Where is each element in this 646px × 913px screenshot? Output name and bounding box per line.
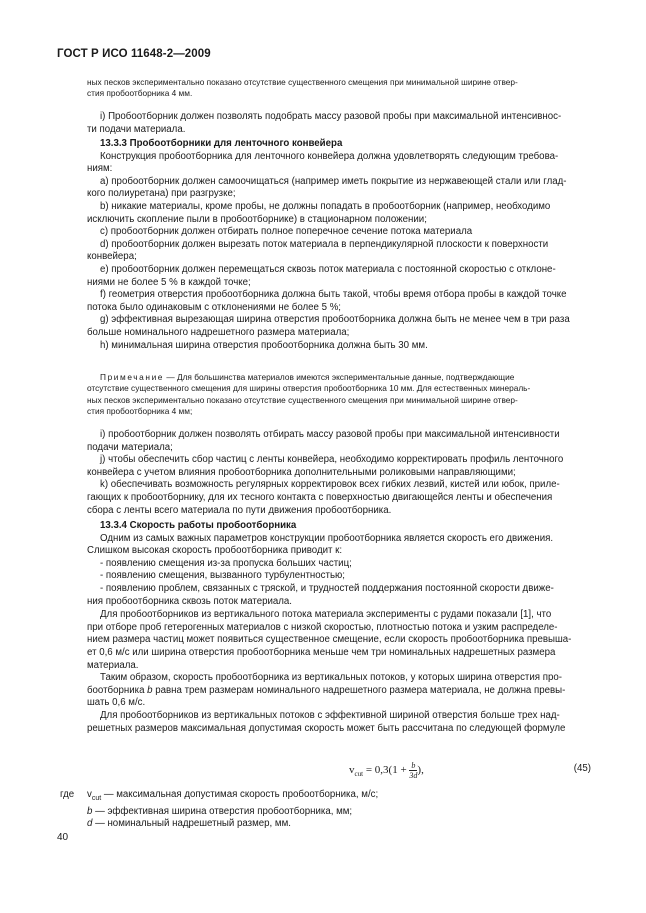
paragraph-line: решетных размеров максимальная допустимая скорость может быть рассчитана по следующей формуле <box>87 722 566 734</box>
formula-text: (1 + <box>388 764 410 777</box>
item-i-first <box>87 111 591 136</box>
list-item-cont: ниями не более 5 % в каждой точке; <box>87 276 251 288</box>
items-second <box>87 429 591 517</box>
fraction-denominator: 3d <box>409 771 418 780</box>
where-text: — эффективная ширина отверстия пробоотборника, мм; <box>92 805 353 817</box>
where-symbol: v <box>87 789 92 800</box>
list-item-cont: гающих к пробоотборнику, для их тесного контакта с поверхностью двигающейся ленты и обеспечения <box>87 491 553 503</box>
page-number: 40 <box>57 832 69 843</box>
paragraph-line: Одним из самых важных параметров конструкции пробоотборника является скорость его движения. <box>100 532 554 544</box>
list-item-cont: больше номинального надрешетного размера материала; <box>87 326 350 338</box>
text-span: равна трем размерам номинального надрешетного размера материала, не должна превы- <box>152 684 566 696</box>
text-span: боотборника <box>87 684 148 696</box>
list-item-cont: конвейера; <box>87 251 137 263</box>
note-text: — Для большинства материалов имеются экспериментальные данные, подтверждающие <box>166 372 515 382</box>
dash-item: - появлению смещения, вызванного турбулентностью; <box>100 570 345 582</box>
note-label: Примечание <box>100 372 165 382</box>
paragraph-line: ет 0,6 м/с или ширина отверстия пробоотборника меньше чем три номинальных надрешетных размера <box>87 646 556 658</box>
paragraph-line: материала. <box>87 659 139 671</box>
item-line: i) Пробоотборник должен позволять подобрать массу разовой пробы при максимальной интенсивнос- <box>100 111 562 122</box>
paragraph-line: Для пробоотборников из вертикального потока материала эксперименты с рудами показали [1], что <box>100 609 552 621</box>
list-item: b) никакие материалы, кроме пробы, не должны попадать в пробоотборник (например, необходимо <box>100 200 551 212</box>
where-text: — номинальный надрешетный размер, мм. <box>92 818 291 830</box>
list-item-cont: потока было одинаковым с отклонениями не более 5 %; <box>87 301 341 313</box>
list-item-cont: подачи материала; <box>87 441 173 453</box>
where-symbol: b <box>87 805 93 817</box>
paragraph-line: шать 0,6 м/с. <box>87 697 146 709</box>
list-item: i) пробоотборник должен позволять отбирать массу разовой пробы при максимальной интенсивности <box>100 429 560 440</box>
top-note <box>87 77 591 100</box>
list-item: j) чтобы обеспечить сбор частиц с ленты конвейера, необходимо корректировать профиль ленточного <box>100 454 564 466</box>
list-item: f) геометрия отверстия пробоотборника должна быть такой, чтобы время отбора пробы в каждой точке <box>100 289 567 301</box>
note-line: ных песков экспериментально показано отсутствие существенного смещения при минимальной ширине отвер- <box>87 394 518 405</box>
formula-expression <box>349 761 424 780</box>
note-block <box>87 372 591 418</box>
list-item: h) минимальная ширина отверстия пробоотборника должна быть 30 мм. <box>100 339 428 351</box>
where-label: где <box>60 789 75 800</box>
item-line: ти подачи материала. <box>87 123 186 135</box>
where-subscript: cut <box>91 794 102 802</box>
formula-text: ), <box>417 764 424 777</box>
formula-symbol: v <box>349 764 355 777</box>
paragraph-line: Слишком высокая скорость пробоотборника приводит к: <box>87 545 343 557</box>
note-line: стия пробоотборника 4 мм; <box>87 406 193 417</box>
paragraph-line: Таким образом, скорость пробоотборника из вертикальных потоков, у которых ширина отверстия про- <box>100 672 562 684</box>
paragraph-line: нием размера частиц может появиться существенное смещение, если скорость пробоотборника превыша- <box>87 634 572 646</box>
where-text: — максимальная допустимая скорость пробоотборника, м/с; <box>101 789 379 800</box>
list-item: c) пробоотборник должен отбирать полное поперечное сечение потока материала <box>100 226 473 238</box>
list-item: а) пробоотборник должен самоочищаться (например иметь покрытие из нержавеющей стали или глад- <box>100 175 567 187</box>
section-13-3-3 <box>87 138 591 352</box>
list-item-cont: исключить скопление пыли в пробоотборнике) в стационарном положении; <box>87 213 427 225</box>
dash-item-cont: ния пробоотборника сквозь поток материала. <box>87 595 292 607</box>
variable-b: b <box>147 684 153 696</box>
list-item-cont: кого полиуретана) при разгрузке; <box>87 188 236 200</box>
paragraph-line: при отборе проб гетерогенных материалов с низкой скоростью, плотностью потока и узким распределе- <box>87 621 558 633</box>
formula-subscript: cut <box>354 770 364 779</box>
document-header: ГОСТ Р ИСО 11648-2—2009 <box>57 48 211 60</box>
fraction-numerator: b <box>411 761 416 770</box>
where-symbol: d <box>87 818 93 830</box>
formula-45 <box>87 761 591 785</box>
dash-item: - появлению смещения из-за пропуска больших частиц; <box>100 557 352 569</box>
where-row <box>60 806 590 819</box>
formula-text: = 0,3 <box>363 764 389 777</box>
section-13-3-4 <box>87 520 591 735</box>
note-line: стия пробоотборника 4 мм. <box>87 88 193 99</box>
section-heading: 13.3.3 Пробоотборники для ленточного конвейера <box>100 138 343 149</box>
list-item: k) обеспечивать возможность регулярных корректировок всех гибких лезвий, кистей или юбок, прилe- <box>100 479 560 491</box>
note-line: ных песков экспериментально показано отсутствие существенного смещения при минимальной ширине отвер- <box>87 77 518 87</box>
list-item-cont: сбора с ленты всего материала по пути движения пробоотборника. <box>87 504 392 516</box>
list-item: e) пробоотборник должен перемещаться сквозь поток материала с постоянной скоростью с отклоне- <box>100 263 556 275</box>
paragraph-line: Конструкция пробоотборника для ленточного конвейера должна удовлетворять следующим требова- <box>100 150 559 162</box>
paragraph-line <box>87 685 591 698</box>
where-block <box>60 789 590 831</box>
list-item: d) пробоотборник должен вырезать поток материала в перпендикулярной плоскости к поверхности <box>100 238 549 250</box>
list-item-cont: конвейера с учетом влияния пробоотборника дополнительными роликовыми направляющими; <box>87 466 516 478</box>
where-row <box>60 818 590 831</box>
section-heading: 13.3.4 Скорость работы пробоотборника <box>100 520 297 531</box>
paragraph-line: ниям: <box>87 163 113 175</box>
list-item: g) эффективная вырезающая ширина отверстия пробоотборника должна быть не менее чем в три раза <box>100 314 570 326</box>
note-line: отсутствие существенного смещения для ширины отверстия пробоотборника 10 мм. Для естественных минераль- <box>87 383 531 394</box>
dash-item: - появлению проблем, связанных с тряской, и трудностей поддержания постоянной скорости движе- <box>100 582 554 594</box>
where-row <box>60 789 590 806</box>
note-line <box>87 372 591 383</box>
formula-number: (45) <box>573 763 591 774</box>
paragraph-line: Для пробоотборников из вертикальных потоков с эффективной шириной отверстия больше трех над- <box>100 709 560 721</box>
